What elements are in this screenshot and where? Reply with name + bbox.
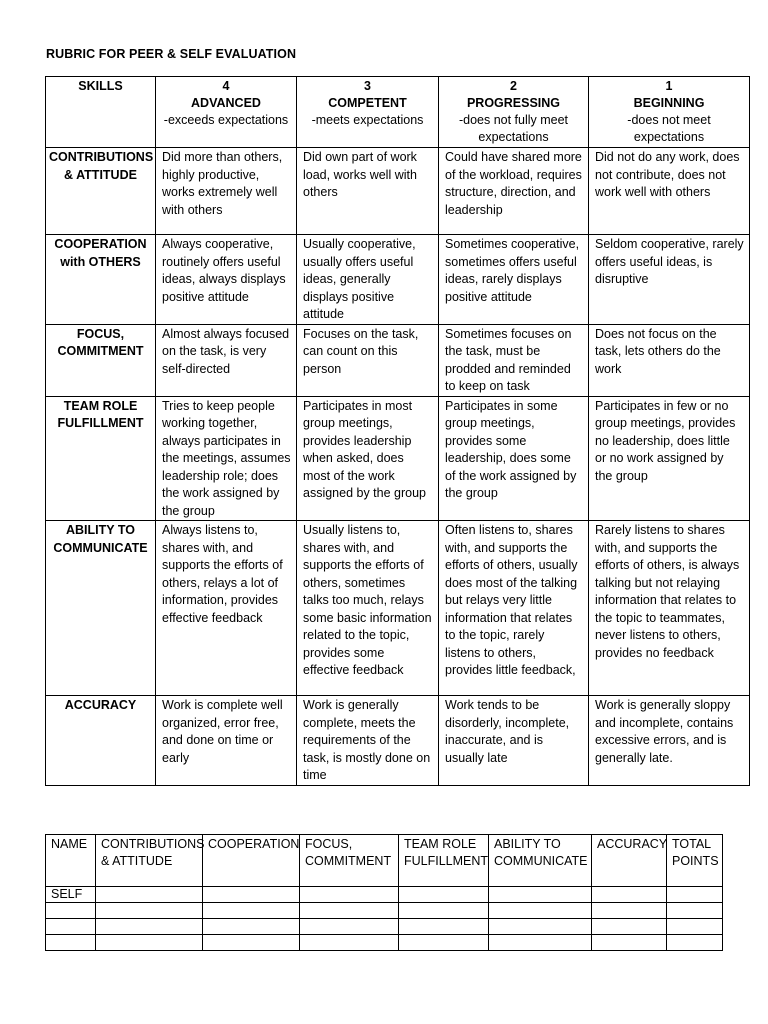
score-cell[interactable] <box>489 935 592 951</box>
score-cell[interactable] <box>489 919 592 935</box>
score-cell[interactable] <box>592 903 667 919</box>
rubric-cell: Focuses on the task, can count on this person <box>297 324 439 396</box>
rubric-cell: Always cooperative, routinely offers useful ideas, always displays positive attitude <box>156 235 297 325</box>
score-cell[interactable] <box>399 903 489 919</box>
rubric-cell: Work is complete well organized, error free, and done on time or early <box>156 696 297 786</box>
score-row-self <box>46 887 723 903</box>
level-header-advanced: 4 ADVANCED -exceeds expectations <box>156 77 297 148</box>
score-header: ABILITY TO COMMUNICATE <box>489 835 592 887</box>
score-cell[interactable] <box>399 935 489 951</box>
rubric-row-cooperation <box>46 235 750 325</box>
rubric-cell: Usually listens to, shares with, and supports the efforts of others, sometimes talks too much, relays some basic information related to the topic, provides some effective feedback <box>297 521 439 696</box>
score-cell[interactable] <box>203 919 300 935</box>
rubric-cell: Does not focus on the task, lets others do the work <box>589 324 750 396</box>
skill-label: COOPERATION with OTHERS <box>46 235 156 325</box>
score-cell[interactable] <box>592 919 667 935</box>
skill-label: ABILITY TO COMMUNICATE <box>46 521 156 696</box>
rubric-row-communicate <box>46 521 750 696</box>
score-cell[interactable] <box>96 919 203 935</box>
rubric-header-row <box>46 77 750 148</box>
score-cell[interactable] <box>300 903 399 919</box>
score-name-cell[interactable] <box>46 935 96 951</box>
score-cell[interactable] <box>592 887 667 903</box>
score-cell[interactable] <box>399 887 489 903</box>
score-cell[interactable] <box>300 935 399 951</box>
rubric-cell: Did own part of work load, works well with others <box>297 148 439 235</box>
skill-label: CONTRIBUTIONS & ATTITUDE <box>46 148 156 235</box>
skill-label: TEAM ROLE FULFILLMENT <box>46 396 156 521</box>
document-title: RUBRIC FOR PEER & SELF EVALUATION <box>46 47 297 61</box>
score-cell[interactable] <box>300 919 399 935</box>
score-cell[interactable] <box>667 919 723 935</box>
score-name-cell: SELF <box>46 887 96 903</box>
score-row <box>46 935 723 951</box>
score-header: CONTRIBUTIONS & ATTITUDE <box>96 835 203 887</box>
score-name-cell[interactable] <box>46 919 96 935</box>
rubric-cell: Rarely listens to shares with, and supports the efforts of others, is always talking but not relaying information that relates to the topic to teammates, never listens to others, provides no feedback <box>589 521 750 696</box>
rubric-cell: Work tends to be disorderly, incomplete, inaccurate, and is usually late <box>439 696 589 786</box>
rubric-cell: Sometimes focuses on the task, must be prodded and reminded to keep on task <box>439 324 589 396</box>
score-row <box>46 919 723 935</box>
rubric-cell: Tries to keep people working together, always participates in the meetings, assumes leadership role; does the work assigned by the group <box>156 396 297 521</box>
score-sheet-table <box>45 834 723 951</box>
score-header: TOTAL POINTS <box>667 835 723 887</box>
level-header-progressing: 2 PROGRESSING -does not fully meet expectations <box>439 77 589 148</box>
rubric-row-contributions <box>46 148 750 235</box>
skill-label: FOCUS, COMMITMENT <box>46 324 156 396</box>
score-cell[interactable] <box>489 903 592 919</box>
score-row <box>46 903 723 919</box>
rubric-table <box>45 76 750 786</box>
rubric-cell: Participates in most group meetings, provides leadership when asked, does most of the work assigned by the group <box>297 396 439 521</box>
rubric-cell: Seldom cooperative, rarely offers useful ideas, is disruptive <box>589 235 750 325</box>
rubric-cell: Sometimes cooperative, sometimes offers useful ideas, rarely displays positive attitude <box>439 235 589 325</box>
score-header: COOPERATION <box>203 835 300 887</box>
score-cell[interactable] <box>203 903 300 919</box>
score-header: FOCUS, COMMITMENT <box>300 835 399 887</box>
score-cell[interactable] <box>96 903 203 919</box>
rubric-cell: Always listens to, shares with, and supports the efforts of others, relays a lot of information, provides effective feedback <box>156 521 297 696</box>
rubric-row-focus <box>46 324 750 396</box>
rubric-cell: Could have shared more of the workload, requires structure, direction, and leadership <box>439 148 589 235</box>
score-cell[interactable] <box>300 887 399 903</box>
skills-header: SKILLS <box>46 77 156 148</box>
skill-label: ACCURACY <box>46 696 156 786</box>
rubric-cell: Usually cooperative, usually offers useful ideas, generally displays positive attitude <box>297 235 439 325</box>
rubric-cell: Almost always focused on the task, is very self-directed <box>156 324 297 396</box>
rubric-row-team-role <box>46 396 750 521</box>
score-cell[interactable] <box>399 919 489 935</box>
score-cell[interactable] <box>489 887 592 903</box>
rubric-cell: Participates in few or no group meetings, provides no leadership, does little or no work assigned by the group <box>589 396 750 521</box>
score-header: NAME <box>46 835 96 887</box>
score-cell[interactable] <box>203 887 300 903</box>
score-header: TEAM ROLE FULFILLMENT <box>399 835 489 887</box>
rubric-cell: Often listens to, shares with, and supports the efforts of others, usually does most of the talking but relays very little information that relates to the topic, rarely listens to others, provides little feedback, <box>439 521 589 696</box>
score-cell[interactable] <box>667 935 723 951</box>
level-header-competent: 3 COMPETENT -meets expectations <box>297 77 439 148</box>
score-cell[interactable] <box>667 887 723 903</box>
score-name-cell[interactable] <box>46 903 96 919</box>
rubric-cell: Participates in some group meetings, provides some leadership, does some of the work assigned by the group <box>439 396 589 521</box>
score-header: ACCURACY <box>592 835 667 887</box>
score-cell[interactable] <box>592 935 667 951</box>
score-cell[interactable] <box>203 935 300 951</box>
score-cell[interactable] <box>96 935 203 951</box>
level-header-beginning: 1 BEGINNING -does not meet expectations <box>589 77 750 148</box>
rubric-cell: Work is generally complete, meets the requirements of the task, is mostly done on time <box>297 696 439 786</box>
score-cell[interactable] <box>667 903 723 919</box>
score-header-row <box>46 835 723 887</box>
score-cell[interactable] <box>96 887 203 903</box>
rubric-cell: Did not do any work, does not contribute, does not work well with others <box>589 148 750 235</box>
rubric-cell: Work is generally sloppy and incomplete, contains excessive errors, and is generally late. <box>589 696 750 786</box>
rubric-cell: Did more than others, highly productive, works extremely well with others <box>156 148 297 235</box>
rubric-row-accuracy <box>46 696 750 786</box>
